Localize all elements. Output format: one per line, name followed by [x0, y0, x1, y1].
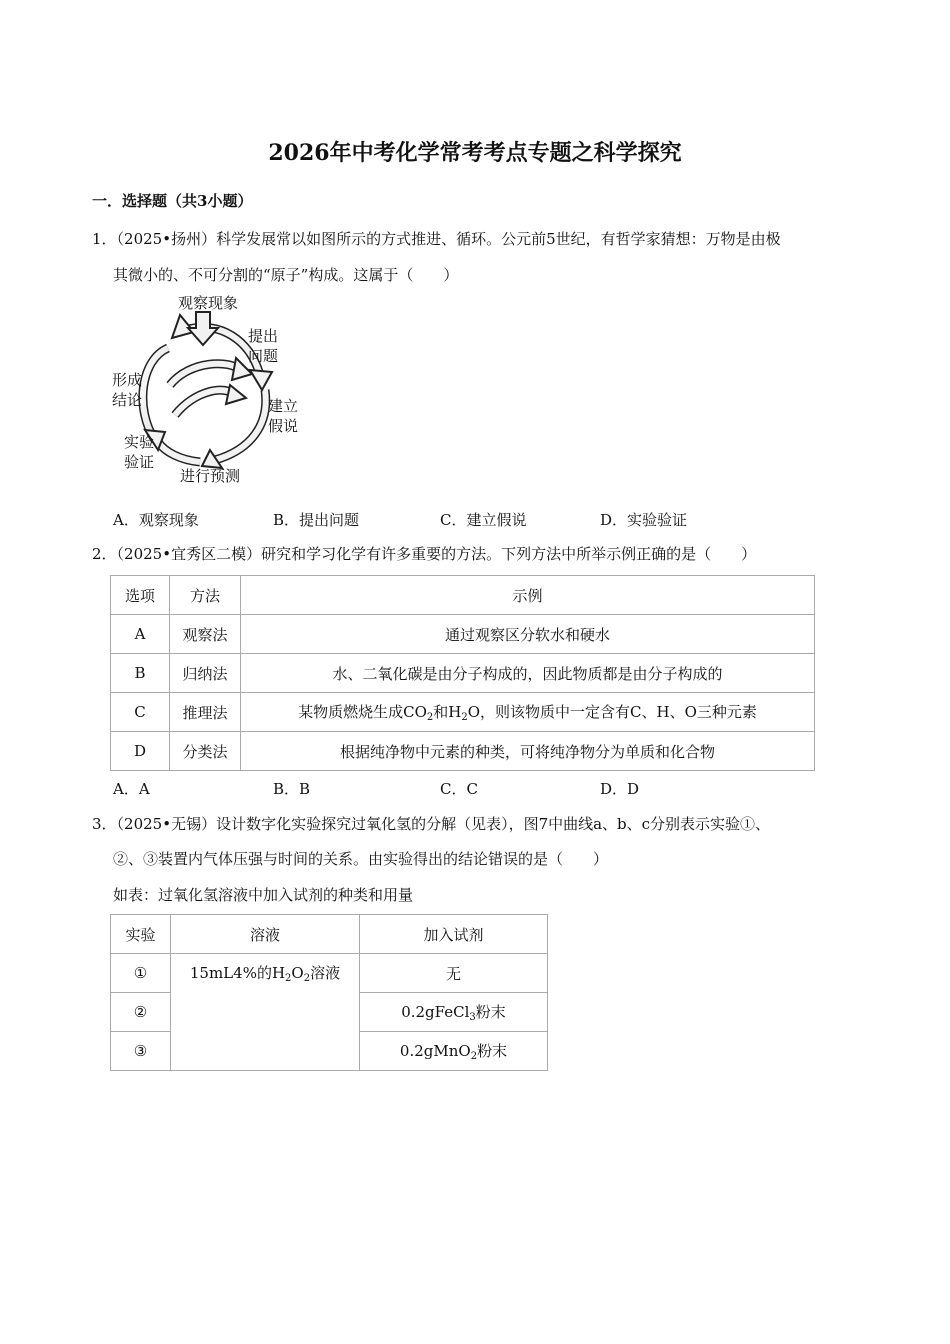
q1-stem-line1: 1．（2025•扬州）科学发展常以如图所示的方式推进、循环。公元前5世纪，有哲学家猜想：万物是由极	[92, 230, 781, 248]
q1-option-a[interactable]: A．观察现象	[113, 511, 199, 529]
row-experiment: ②	[111, 993, 171, 1032]
table-row	[111, 654, 815, 693]
label-conclude-1: 形成	[112, 371, 143, 389]
q1-option-d[interactable]: D．实验验证	[600, 511, 688, 529]
row-experiment: ①	[111, 954, 171, 993]
q3-stem-line1: 3．（2025•无锡）设计数字化实验探究过氧化氢的分解（见表），图7中曲线a、b、c分别表示实验①、	[92, 815, 771, 833]
header-experiment: 实验	[111, 915, 171, 954]
label-ask-2: 问题	[248, 347, 279, 365]
q3-stem-line2: ②、③装置内气体压强与时间的关系。由实验得出的结论错误的是（ ）	[113, 850, 609, 868]
header-solution: 溶液	[171, 915, 360, 954]
row-example: 某物质燃烧生成$CO_2$和$H_2O$，则该物质中一定含有C、H、O三种元素	[241, 693, 815, 732]
row-method: 观察法	[170, 615, 241, 654]
science-cycle-diagram	[110, 290, 310, 490]
table-row	[111, 693, 815, 732]
row-experiment: ③	[111, 1032, 171, 1071]
label-observe: 观察现象	[178, 294, 239, 312]
label-verify-1: 实验	[124, 433, 155, 451]
row-method: 归纳法	[170, 654, 241, 693]
label-hypothesis-1: 建立	[268, 397, 299, 415]
q2-option-b[interactable]: B．B	[273, 780, 311, 798]
label-ask-1: 提出	[248, 327, 279, 345]
q3-table-caption: 如表：过氧化氢溶液中加入试剂的种类和用量	[113, 886, 414, 904]
header-method: 方法	[170, 576, 241, 615]
row-option: C	[111, 693, 170, 732]
table-row	[111, 732, 815, 771]
q2-option-d[interactable]: D．D	[600, 780, 640, 798]
q2-option-c[interactable]: C．C	[440, 780, 478, 798]
table-row	[111, 954, 548, 993]
row-method: 分类法	[170, 732, 241, 771]
row-option: A	[111, 615, 170, 654]
table-row	[111, 615, 815, 654]
label-conclude-2: 结论	[112, 391, 143, 409]
q2-methods-table	[110, 575, 815, 771]
q1-stem-line2: 其微小的、不可分割的“原子”构成。这属于（ ）	[113, 266, 459, 284]
header-reagent: 加入试剂	[360, 915, 548, 954]
row-reagent: 0.2gMnO$_2$粉末	[360, 1032, 548, 1071]
row-reagent: 0.2gFeCl$_3$粉末	[360, 993, 548, 1032]
row-method: 推理法	[170, 693, 241, 732]
row-option: D	[111, 732, 170, 771]
q2-stem: 2．（2025•宜秀区二模）研究和学习化学有许多重要的方法。下列方法中所举示例正确的是（ ）	[92, 545, 757, 563]
q2-option-a[interactable]: A．A	[113, 780, 150, 798]
row-option: B	[111, 654, 170, 693]
q1-option-c[interactable]: C．建立假说	[440, 511, 527, 529]
label-hypothesis-2: 假说	[268, 417, 299, 435]
table-header-row	[111, 915, 548, 954]
row-example: 水、二氧化碳是由分子构成的，因此物质都是由分子构成的	[241, 654, 815, 693]
q3-experiment-table	[110, 914, 548, 1071]
header-option: 选项	[111, 576, 170, 615]
row-reagent: 无	[360, 954, 548, 993]
label-verify-2: 验证	[124, 453, 155, 471]
page-title: 2026年中考化学常考考点专题之科学探究	[268, 140, 682, 166]
section-heading: 一．选择题（共3小题）	[92, 192, 253, 210]
label-predict: 进行预测	[180, 467, 241, 485]
row-solution: 15mL4%的$H_2O_2$溶液	[171, 954, 360, 1071]
q1-option-b[interactable]: B．提出问题	[273, 511, 360, 529]
header-example: 示例	[241, 576, 815, 615]
row-example: 根据纯净物中元素的种类，可将纯净物分为单质和化合物	[241, 732, 815, 771]
table-header-row	[111, 576, 815, 615]
row-example: 通过观察区分软水和硬水	[241, 615, 815, 654]
